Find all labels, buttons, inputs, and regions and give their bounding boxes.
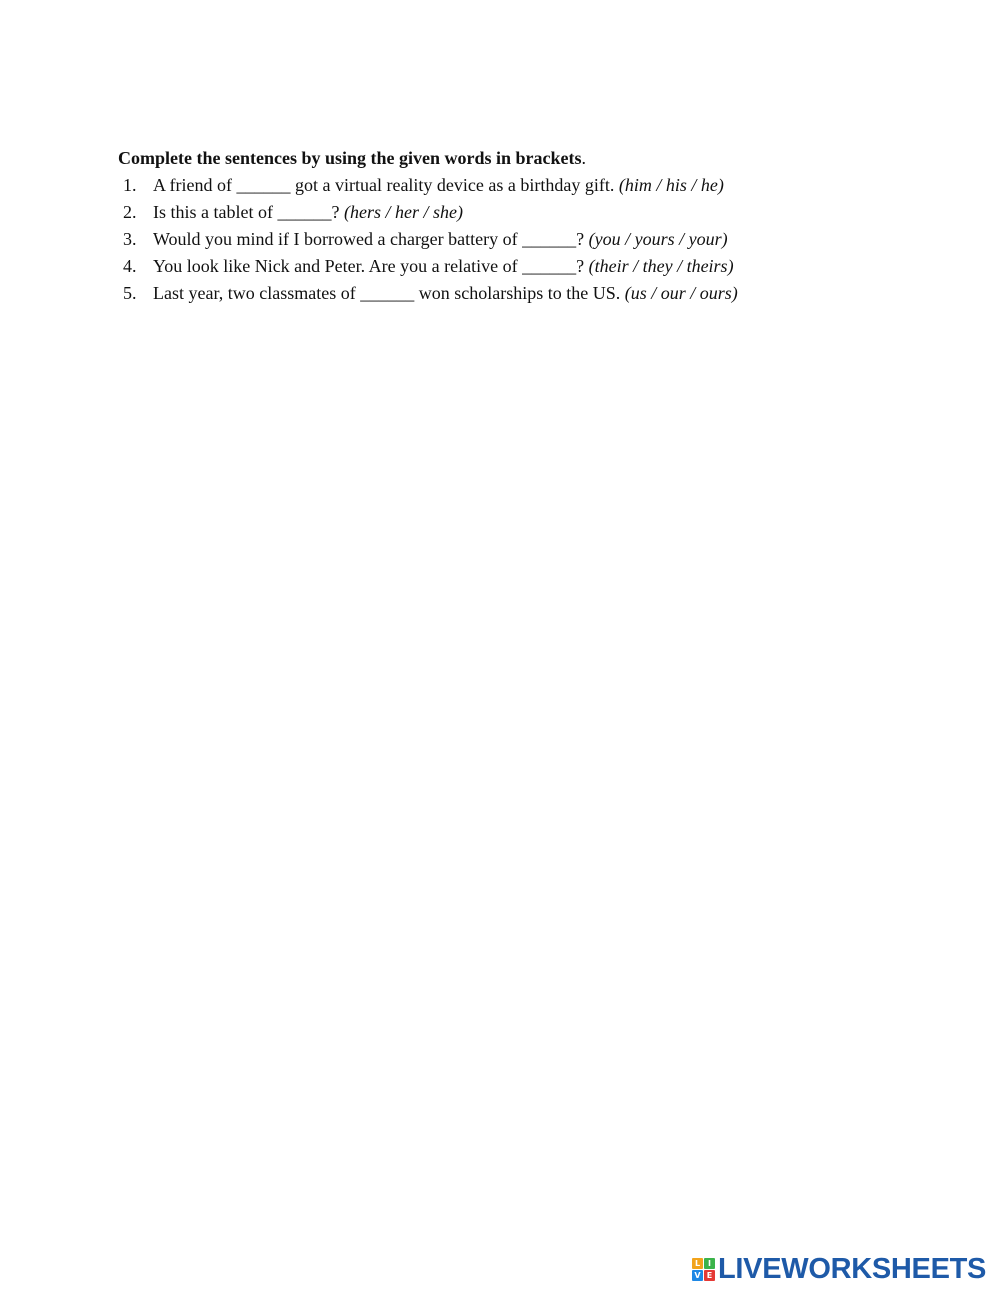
instruction-bold: Complete the sentences by using the given words in brackets <box>118 148 582 168</box>
logo-mark-i: I <box>704 1258 715 1269</box>
question-number: 5. <box>123 283 137 303</box>
instruction-period: . <box>581 148 586 168</box>
question-item <box>118 172 918 199</box>
liveworksheets-logo <box>692 1254 986 1284</box>
question-item <box>118 199 918 226</box>
question-text: Is this a tablet of ______? <box>153 202 340 222</box>
question-text: You look like Nick and Peter. Are you a relative of ______? <box>153 256 585 276</box>
question-options: (hers / her / she) <box>343 202 463 222</box>
worksheet <box>118 145 918 307</box>
question-text: Would you mind if I borrowed a charger battery of ______? <box>153 229 585 249</box>
question-text: A friend of ______ got a virtual reality device as a birthday gift. <box>153 175 615 195</box>
logo-mark-v: V <box>692 1270 703 1281</box>
question-options: (us / our / ours) <box>624 283 738 303</box>
question-number: 1. <box>123 175 137 195</box>
logo-mark-e: E <box>704 1270 715 1281</box>
question-item <box>118 280 918 307</box>
logo-mark-icon <box>692 1258 715 1281</box>
question-text: Last year, two classmates of ______ won scholarships to the US. <box>153 283 621 303</box>
question-item <box>118 253 918 280</box>
question-options: (him / his / he) <box>618 175 724 195</box>
question-number: 4. <box>123 256 137 276</box>
logo-mark-l: L <box>692 1258 703 1269</box>
question-options: (you / yours / your) <box>588 229 728 249</box>
question-options: (their / they / theirs) <box>588 256 734 276</box>
instruction-text <box>118 145 918 172</box>
logo-text: LIVEWORKSHEETS <box>718 1252 987 1285</box>
question-item <box>118 226 918 253</box>
question-number: 2. <box>123 202 137 222</box>
question-number: 3. <box>123 229 137 249</box>
question-list <box>118 172 918 307</box>
